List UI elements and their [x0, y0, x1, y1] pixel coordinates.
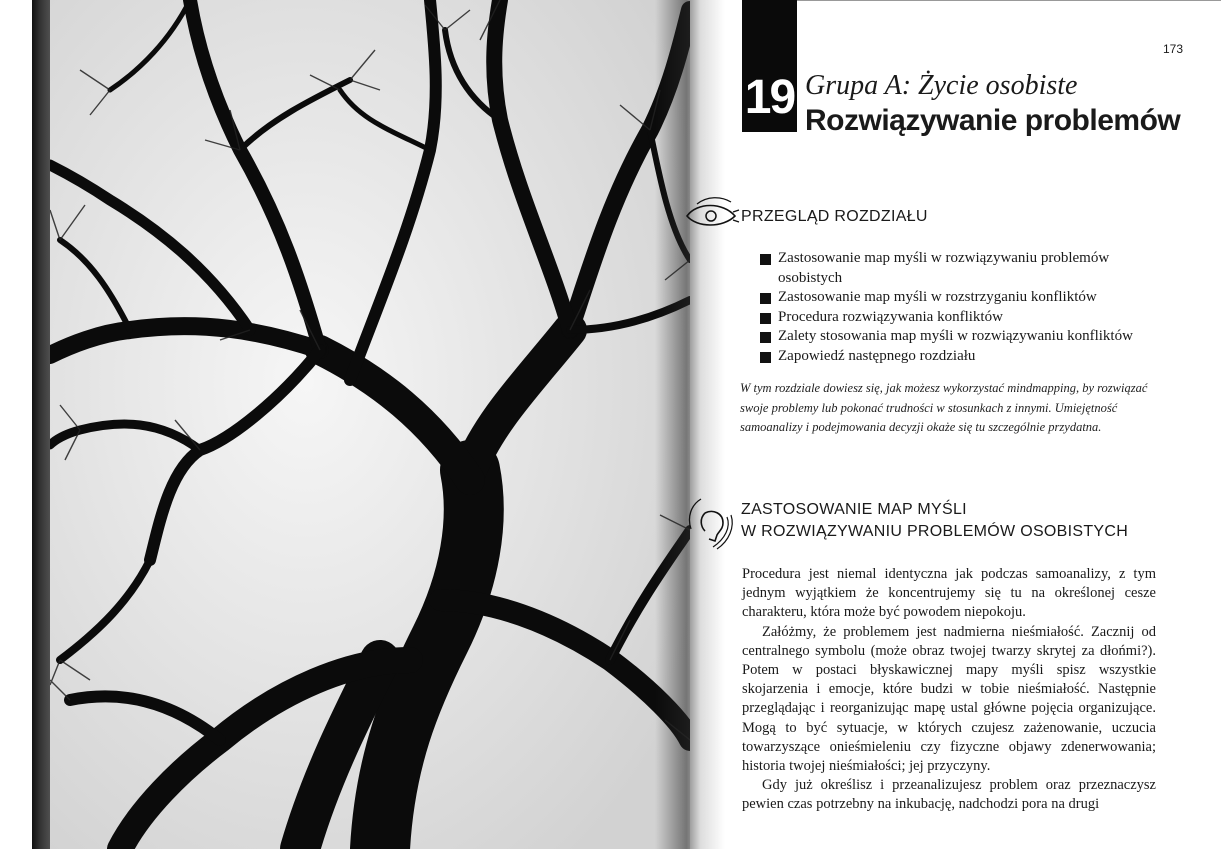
tree-photograph	[50, 0, 690, 849]
top-rule	[742, 0, 1221, 1]
section-heading-line2: W ROZWIĄZYWANIU PROBLEMÓW OSOBISTYCH	[741, 523, 1129, 540]
list-item: Zastosowanie map myśli w rozstrzyganiu konfliktów	[760, 288, 1170, 308]
list-item: Zapowiedź następnego rozdziału	[760, 347, 1170, 367]
chapter-intro: W tym rozdziale dowiesz się, jak możesz wykorzystać mindmapping, by rozwiązać swoje problemy lub pokonać trudności w stosunkach z innymi. Umiejętność samoanalizy i podejmowania decyzji okaże się tu szczególnie przydatna.	[740, 381, 1148, 434]
overview-list	[760, 249, 1170, 366]
page-number: 173	[1163, 42, 1184, 56]
chapter-number: 19	[744, 71, 795, 124]
paragraph: Załóżmy, że problemem jest nadmierna nieśmiałość. Zacznij od centralnego symbolu (może obraz twojej twarzy skrytej za dłońmi?). Potem w postaci błyskawicznej mapy myśli spisz wszystkie skojarzenia i emocje, które budzi w tobie nieśmiałość. Następnie przeglądając i reorganizując mapę ustal główne pojęcia organizujące. Mogą to być sytuacje, w których czujesz zażenowanie, uczucia towarzyszące onieśmieleniu czy fizyczne objawy zdenerwowania; historia twojej nieśmiałości; jej przyczyny.	[742, 623, 1156, 775]
chapter-group: Grupa A: Życie osobiste	[805, 70, 1078, 101]
head-profile-icon	[683, 495, 739, 560]
paragraph: Procedura jest niemal identyczna jak podczas samoanalizy, z tym jednym wyjątkiem że koncentrujemy się tu na określonej cesze charakteru, która może być powodem niepokoju.	[742, 566, 1156, 621]
eye-icon	[683, 196, 741, 241]
list-item: Zastosowanie map myśli w rozwiązywaniu problemów osobistych	[760, 249, 1170, 288]
section-body	[742, 565, 1156, 815]
book-edge	[32, 0, 52, 849]
paragraph: Gdy już określisz i przeanalizujesz problem oraz przeznaczysz pewien czas potrzebny na inkubację, nadchodzi pora na drugi	[742, 777, 1156, 813]
page-gutter-shadow	[655, 0, 725, 849]
section-heading-line1: ZASTOSOWANIE MAP MYŚLI	[741, 501, 967, 518]
list-item: Procedura rozwiązywania konfliktów	[760, 308, 1170, 328]
overview-heading: PRZEGLĄD ROZDZIAŁU	[741, 208, 928, 225]
list-item: Zalety stosowania map myśli w rozwiązywaniu konfliktów	[760, 327, 1170, 347]
chapter-title: Rozwiązywanie problemów	[805, 104, 1181, 137]
